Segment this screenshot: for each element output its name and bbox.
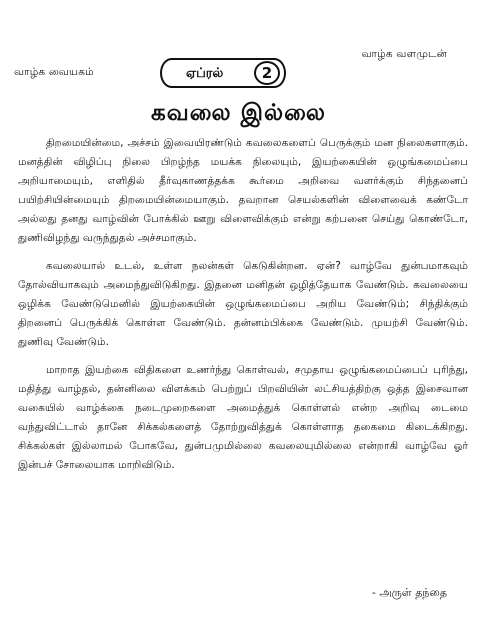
- day-number: 2: [254, 61, 280, 85]
- month-label: ஏப்ரல்: [186, 66, 224, 81]
- paragraph-1: திறமையின்மை, அச்சம் இவையிரண்டும் கவலைகளைப் பெருக்கும் மன நிலைகளாகும். மனத்தின் விழிப்பு நிலை பிறழ்ந்த மயக்க நிலையும், இயற்கையின் ஒழுங்கமைப்பை அறியாமையும், எளிதில் தீர்வுகாணத்தக்க கூர்மை அறிவை வளர்க்கும் சிந்தனைப் பயிற்சியின்மையும் திறமையின்மையாகும். தவறான செயல்களின் விளைவைக் கண்டோ அல்லது தனது வாழ்வின் போக்கில் ஊறு விளைவிக்கும் என்று கற்பனை செய்து கொண்டோ, துணிவிழந்து வருந்துதல் அச்சமாகும்.: [18, 137, 468, 244]
- paragraph-3: மாறாத இயற்கை விதிகளை உணர்ந்து கொள்வல், சமுதாய ஒழுங்கமைப்பைப் புரிந்து, மதித்து வாழ்தல், தன்னிலை விளக்கம் பெற்றுப் பிறவியின் லட்சியத்திற்கு ஒத்த இசைவான வகையில் வாழ்க்கை நடைமுறைகளை அமைத்துக் கொள்ளல் என்ற அறிவு டைமை வந்துவிட்டால் தானே சிக்கல்களைத் தோற்றுவித்துக் கொள்ளாத தகைமை கிடைக்கிறது. சிக்கல்கள் இல்லாமல் போகவே, துன்பமுமில்லை கவலையுமில்லை என்றாகி வாழ்வே ஓர் இன்பச் சோலையாக மாறிவிடும்.: [18, 364, 468, 471]
- header-right-greeting: வாழ்க வளமுடன்: [361, 48, 447, 60]
- page-title: கவலை இல்லை: [151, 100, 326, 126]
- date-badge: [160, 58, 286, 88]
- paragraph-2: கவலையால் உடல், உள்ள நலன்கள் கெடுகின்றன. ஏன்? வாழ்வே துன்பமாகவும் தோல்வியாகவும் அமைந்துவிடுகிறது. இதனை மனிதன் ஒழித்தேயாக வேண்டும். கவலையை ஒழிக்க வேண்டுமெனில் இயற்கையின் ஒழுங்கமைப்பை அறிய வேண்டும்; சிந்திக்கும் திறனைப் பெருக்கிக் கொள்ள வேண்டும். தன்னம்பிக்கை வேண்டும். முயற்சி வேண்டும். துணிவு வேண்டும்.: [18, 260, 468, 348]
- header-left-greeting: வாழ்க வையகம்: [14, 66, 94, 78]
- article-body: [18, 134, 468, 484]
- signature: - அருள் தந்தை: [371, 586, 447, 599]
